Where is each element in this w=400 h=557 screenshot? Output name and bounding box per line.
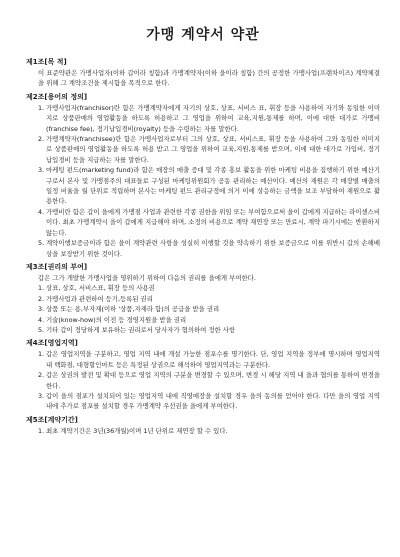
item-text: 마케팅 펀드(marketing fund)라 함은 매장의 매출 증대 및 각종 홍보 활동을 위한 마케팅 비용을 집행하기 위한 예산기구로서 본사 및 가맹점주의 대표들로 구성된 마케팅위원회가 공동 관리하는 예산이다. 예산의 재원은 각 매장별 매출의 일정 비율을 월 단위로 적립하며 본사는 마케팅 펀드 관리규정에 의거 이에 상응하는 금액을 보조 부담하여 재원으로 활용한다. bbox=[46, 166, 380, 206]
item-text: 최초 계약기간은 3년(36개월)이며 1년 단위로 재연장 할 수 있다. bbox=[46, 426, 228, 435]
item-number: 5. bbox=[38, 325, 45, 334]
item-number: 2. bbox=[38, 371, 45, 380]
list-item bbox=[38, 304, 380, 314]
item-number: 3. bbox=[38, 166, 45, 175]
list-item bbox=[38, 103, 380, 134]
article-3 bbox=[26, 262, 380, 338]
article-5 bbox=[26, 415, 380, 439]
item-text: 갑이 을의 점포가 설치되어 있는 영업지역 내에 직영매장을 설치할 경우 을의 동의를 얻어야 한다. 다만 을의 영업 지역 내에 추가로 점포를 설치할 경우 가맹계약 우선권을 을에게 부여한다. bbox=[46, 391, 380, 411]
article-spacer bbox=[26, 436, 380, 439]
article-paragraph: 갑은 그가 개발한 가맹사업을 영위하기 위하여 다음의 권리를 을에게 부여한다. bbox=[38, 273, 256, 282]
list-item bbox=[38, 238, 380, 259]
item-number: 2. bbox=[38, 135, 45, 144]
item-number: 1. bbox=[38, 426, 45, 435]
article-paragraph: 이 표준약관은 가맹사업자(이하 갑이라 칭함)과 가맹계약자(이하 을이라 칭함) 간의 공정한 가맹사업(프랜차이즈) 계약체결을 위해 그 계약조건을 제시함을 목적으로 한다. bbox=[38, 69, 380, 88]
item-number: 1. bbox=[38, 103, 45, 112]
article-heading: 제3조[권리의 부여] bbox=[26, 262, 88, 271]
list-item bbox=[38, 207, 380, 238]
item-text: 가맹계약자(franchisee)란 함은 가맹사업자로부터 그의 상호, 상표, 서비스표, 휘장 등을 사용하여 그와 동일한 이미지로 상품판매의 영업활동을 하도록 허용 받고 그 영업을 위하여 교육,지원,통제를 받으며, 이에 대한 대가로 가입비, 정기납입경비 등을 지급하는 자를 말한다. bbox=[46, 135, 380, 164]
article-1 bbox=[26, 57, 380, 92]
item-number: 4. bbox=[38, 315, 45, 324]
item-number: 4. bbox=[38, 207, 45, 216]
item-text: 기타 갑이 정당하게 보유하는 권리로서 당사자가 협의하여 정한 사항 bbox=[46, 325, 236, 334]
item-number: 5. bbox=[38, 239, 45, 248]
item-text: 가맹비란 함은 갑이 을에게 가맹점 사업과 관련한 각종 권한을 위임 또는 부여함으로써 을이 갑에게 지급하는 라이센스비이다. 최초 가맹계약시 을이 갑에게 지급해야 하며, 소정의 비용으로 계약 재연장 또는 만료시, 계약 파기시에는 반환하지 않는다. bbox=[46, 207, 380, 237]
item-text: 갑은 상권의 발전 및 확대 등으로 영업 지역의 구분을 변경할 수 있으며, 변경 시 해당 지역 내 을과 협의를 통하여 변경을 한다. bbox=[46, 371, 380, 390]
article-item-list bbox=[26, 283, 380, 335]
article-heading: 제4조[영업지역] bbox=[26, 339, 78, 348]
article-4 bbox=[26, 338, 380, 414]
item-number: 1. bbox=[38, 350, 45, 359]
list-item bbox=[38, 294, 380, 304]
article-2 bbox=[26, 92, 380, 262]
item-text: 가맹사업자(franchisor)란 함은 가맹계약자에게 자기의 상호, 상표, 서비스 표, 휘장 등을 사용하여 자기와 동일한 이미지로 상품판매의 영업활동을 하도록 허용하고 그 영업을 위하여 교육,지원,통제를 하며, 이에 대한 대가로 가맹비(franchise fee), 정기납입경비(royalty) 등을 수령하는 자를 말한다. bbox=[46, 103, 380, 133]
list-item bbox=[38, 283, 380, 293]
list-item bbox=[38, 165, 380, 207]
article-heading: 제5조[계약기간] bbox=[26, 415, 78, 424]
list-item bbox=[38, 134, 380, 165]
item-number: 3. bbox=[38, 391, 45, 400]
list-item bbox=[38, 325, 380, 335]
article-item-list bbox=[26, 426, 380, 436]
item-text: 계약이행보증금이라 함은 을이 계약관련 사항을 성실히 이행할 것을 약속하기 위한 보증금으로 이를 위반시 갑의 손해배상을 보장받기 위한 것이다. bbox=[46, 239, 380, 258]
item-text: 기술(know-how)의 이전 등 경영지원을 받을 권리 bbox=[46, 315, 187, 324]
articles-container bbox=[26, 57, 380, 439]
item-number: 3. bbox=[38, 305, 45, 314]
list-item bbox=[38, 391, 380, 412]
article-item-list bbox=[26, 103, 380, 259]
list-item bbox=[38, 315, 380, 325]
item-number: 2. bbox=[38, 294, 45, 303]
list-item bbox=[38, 349, 380, 370]
list-item bbox=[38, 370, 380, 391]
article-heading: 제2조[용어의 정의] bbox=[26, 92, 88, 101]
item-text: 갑은 영업지역을 구분하고, 영업 지역 내에 개설 가능한 점포수를 명기한다. 단, 영업 지역을 정부에 명시하며 영업지역 내 백화점, 대형할인마트 등은 특정된 상권으로 해석하여 영업지역과는 구분한다. bbox=[46, 350, 380, 369]
item-text: 상품 또는 용,부자재(이하 '상품,자재라 함)의 공급을 받을 권리 bbox=[46, 305, 220, 314]
document-title: 가맹 계약서 약관 bbox=[146, 27, 260, 43]
item-number: 1. bbox=[38, 284, 45, 293]
item-text: 상표, 상호, 서비스표, 휘장 등의 사용권 bbox=[46, 284, 155, 293]
item-text: 가맹사업과 관련하여 등기,등록된 권리 bbox=[46, 294, 153, 303]
article-item-list bbox=[26, 349, 380, 411]
article-heading: 제1조[목 적] bbox=[26, 58, 67, 66]
list-item bbox=[38, 426, 380, 436]
